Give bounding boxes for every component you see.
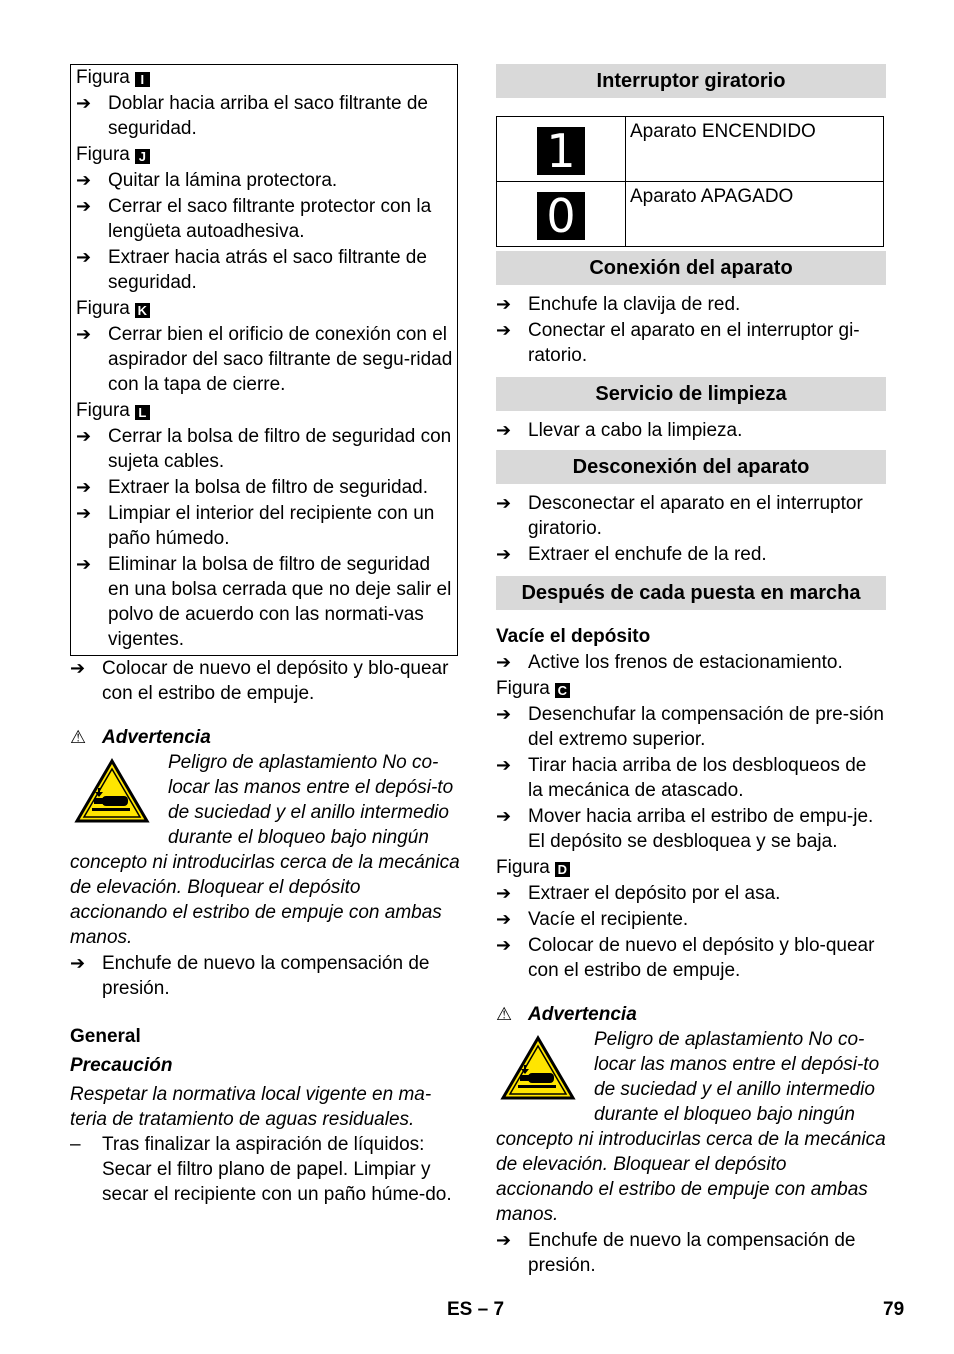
dash-item: – Tras finalizar la aspiración de líquidos: Secar el filtro plano de papel. Limpiar y secar el recipiente con un paño húme-do. xyxy=(70,1132,460,1207)
arrow-right-icon: ➔ xyxy=(70,658,86,678)
footer-section-number: – 7 xyxy=(477,1299,505,1320)
step-text: Desconectar el aparato en el interruptor giratorio. xyxy=(528,493,863,539)
arrow-right-icon: ➔ xyxy=(76,170,92,190)
arrow-right-icon: ➔ xyxy=(76,554,92,574)
figure-label: Figura xyxy=(76,298,130,319)
step-text: Desenchufar la compensación de pre-sión del extremo superior. xyxy=(528,704,884,750)
step-item xyxy=(496,753,886,803)
figure-steps-box xyxy=(70,64,458,656)
arrow-right-icon: ➔ xyxy=(496,883,512,903)
warning-heading: ⚠ Advertencia xyxy=(496,1004,637,1025)
general-heading: General xyxy=(70,1026,141,1047)
step-item xyxy=(496,881,886,906)
step-item xyxy=(76,245,453,295)
figure-label: Figura xyxy=(76,144,130,165)
arrow-right-icon: ➔ xyxy=(496,755,512,775)
arrow-right-icon: ➔ xyxy=(496,704,512,724)
step-item xyxy=(496,418,886,443)
step-text: Doblar hacia arriba el saco filtrante de seguridad. xyxy=(108,93,429,139)
figure-label: Figura xyxy=(496,857,550,878)
caution-text: Respetar la normativa local vigente en ma-teria de tratamiento de aguas residuales. xyxy=(70,1084,432,1130)
step-item xyxy=(496,907,886,932)
figure-reference xyxy=(76,296,453,321)
step-item xyxy=(496,318,886,368)
hand-crush-hazard-icon xyxy=(496,1027,594,1127)
step-text: Mover hacia arriba el estribo de empu-je. El depósito se desbloquea y se baja. xyxy=(528,806,874,852)
section-title-clean: Servicio de limpieza xyxy=(496,377,886,411)
arrow-right-icon: ➔ xyxy=(76,477,92,497)
step-text: Quitar la lámina protectora. xyxy=(108,170,338,191)
arrow-right-icon: ➔ xyxy=(76,426,92,446)
step-item xyxy=(76,501,453,551)
left-column xyxy=(70,64,460,1207)
step-text: Tirar hacia arriba de los desbloqueos de la mecánica de atascado. xyxy=(528,755,867,801)
figure-reference xyxy=(76,65,453,90)
figure-label: Figura xyxy=(496,678,550,699)
arrow-right-icon: ➔ xyxy=(76,93,92,113)
table-row xyxy=(497,117,884,182)
disconnect-steps xyxy=(496,491,886,567)
section-title-after: Después de cada puesta en marcha xyxy=(496,576,886,610)
step-item xyxy=(76,475,453,500)
step-item xyxy=(496,491,886,541)
connect-steps xyxy=(496,292,886,368)
step-item xyxy=(76,168,453,193)
step-text: Colocar de nuevo el depósito y blo-quear con el estribo de empuje. xyxy=(102,658,449,704)
step-text: Enchufe la clavija de red. xyxy=(528,294,741,315)
step-item xyxy=(496,650,886,675)
empty-items xyxy=(496,650,886,983)
footer-section xyxy=(447,1297,504,1322)
empty-heading: Vacíe el depósito xyxy=(496,626,651,647)
figure-reference xyxy=(496,855,886,880)
right-column xyxy=(496,64,886,1279)
step-text: Eliminar la bolsa de filtro de seguridad en una bolsa cerrada que no deje salir el polvo de acuerdo con las normati-vas vigentes. xyxy=(108,554,452,650)
section-title-disconnect: Desconexión del aparato xyxy=(496,450,886,484)
figure-badge: I xyxy=(135,72,150,87)
step-text: Cerrar la bolsa de filtro de seguridad con sujeta cables. xyxy=(108,426,452,472)
arrow-right-icon: ➔ xyxy=(496,420,512,440)
arrow-right-icon: ➔ xyxy=(76,196,92,216)
arrow-right-icon: ➔ xyxy=(496,935,512,955)
page-number: 79 xyxy=(883,1299,905,1320)
section-title-switch: Interruptor giratorio xyxy=(496,64,886,98)
warning-block xyxy=(496,1027,886,1227)
step-item xyxy=(76,91,453,141)
figure-badge: L xyxy=(135,405,150,420)
arrow-right-icon: ➔ xyxy=(496,652,512,672)
step-item xyxy=(76,424,453,474)
step-text: Enchufe de nuevo la compensación de presión. xyxy=(528,1230,856,1276)
arrow-right-icon: ➔ xyxy=(496,320,512,340)
step-text: Cerrar bien el orificio de conexión con el aspirador del saco filtrante de segu-ridad con la tapa de cierre. xyxy=(108,324,453,395)
figure-reference xyxy=(496,676,886,701)
step-item xyxy=(496,804,886,854)
figure-label: Figura xyxy=(76,67,130,88)
step-item xyxy=(496,1228,886,1278)
step-text: Enchufe de nuevo la compensación de presión. xyxy=(102,953,430,999)
figure-label: Figura xyxy=(76,400,130,421)
hand-crush-hazard-icon xyxy=(70,750,168,850)
step-item xyxy=(70,951,460,1001)
arrow-right-icon: ➔ xyxy=(496,493,512,513)
figure-badge: K xyxy=(135,303,150,318)
step-text: Active los frenos de estacionamiento. xyxy=(528,652,843,673)
switch-off-label: Aparato APAGADO xyxy=(626,182,884,247)
warning-heading: ⚠ Advertencia xyxy=(70,727,211,748)
warning-text: Peligro de aplastamiento No co-locar las manos entre el depósi-to de suciedad y el anillo intermedio durante el bloqueo bajo ningún concepto ni introducirlas cerca de la mecánica de elevación. Bloquear el depósito accionando el estribo de empuje con ambas manos. xyxy=(70,752,460,948)
warning-triangle-icon: ⚠ xyxy=(70,727,87,747)
arrow-right-icon: ➔ xyxy=(496,806,512,826)
switch-on-label: Aparato ENCENDIDO xyxy=(626,117,884,182)
switch-off-symbol: 0 xyxy=(537,192,585,240)
step-item xyxy=(496,702,886,752)
step-text: Extraer hacia atrás el saco filtrante de seguridad. xyxy=(108,247,427,293)
step-text: Extraer la bolsa de filtro de seguridad. xyxy=(108,477,429,498)
step-text: Vacíe el recipiente. xyxy=(528,909,689,930)
figure-badge: C xyxy=(555,683,570,698)
arrow-right-icon: ➔ xyxy=(496,909,512,929)
arrow-right-icon: ➔ xyxy=(76,324,92,344)
figure-reference xyxy=(76,398,453,423)
step-item xyxy=(76,322,453,397)
arrow-right-icon: ➔ xyxy=(496,544,512,564)
arrow-right-icon: ➔ xyxy=(496,1230,512,1250)
table-row xyxy=(497,182,884,247)
warning-block xyxy=(70,750,460,950)
figure-badge: D xyxy=(555,862,570,877)
step-item xyxy=(496,933,886,983)
step-item xyxy=(496,292,886,317)
step-text: Limpiar el interior del recipiente con un paño húmedo. xyxy=(108,503,435,549)
switch-table xyxy=(496,116,884,247)
arrow-right-icon: ➔ xyxy=(76,503,92,523)
section-title-connect: Conexión del aparato xyxy=(496,251,886,285)
step-item xyxy=(496,542,886,567)
caution-heading: Precaución xyxy=(70,1055,173,1076)
step-item xyxy=(76,552,453,652)
warning-text: Peligro de aplastamiento No co-locar las manos entre el depósi-to de suciedad y el anillo intermedio durante el bloqueo bajo ningún concepto ni introducirlas cerca de la mecánica de elevación. Bloquear el depósito accionando el estribo de empuje con ambas manos. xyxy=(496,1029,886,1225)
step-item xyxy=(76,194,453,244)
switch-on-symbol: 1 xyxy=(537,127,585,175)
arrow-right-icon: ➔ xyxy=(70,953,86,973)
figure-badge: J xyxy=(135,149,150,164)
arrow-right-icon: ➔ xyxy=(76,247,92,267)
step-text: Extraer el enchufe de la red. xyxy=(528,544,767,565)
step-text: Extraer el depósito por el asa. xyxy=(528,883,781,904)
step-text: Colocar de nuevo el depósito y blo-quear con el estribo de empuje. xyxy=(528,935,875,981)
footer-lang: ES xyxy=(447,1299,473,1320)
step-text: Conectar el aparato en el interruptor gi-ratorio. xyxy=(528,320,860,366)
dash-item-text: Tras finalizar la aspiración de líquidos: Secar el filtro plano de papel. Limpiar y secar el recipiente con un paño húme-do. xyxy=(102,1134,452,1205)
step-item xyxy=(70,656,460,706)
figure-reference xyxy=(76,142,453,167)
step-text: Cerrar el saco filtrante protector con la lengüeta autoadhesiva. xyxy=(108,196,432,242)
arrow-right-icon: ➔ xyxy=(496,294,512,314)
clean-steps xyxy=(496,418,886,443)
step-text: Llevar a cabo la limpieza. xyxy=(528,420,743,441)
warning-triangle-icon: ⚠ xyxy=(496,1004,513,1024)
